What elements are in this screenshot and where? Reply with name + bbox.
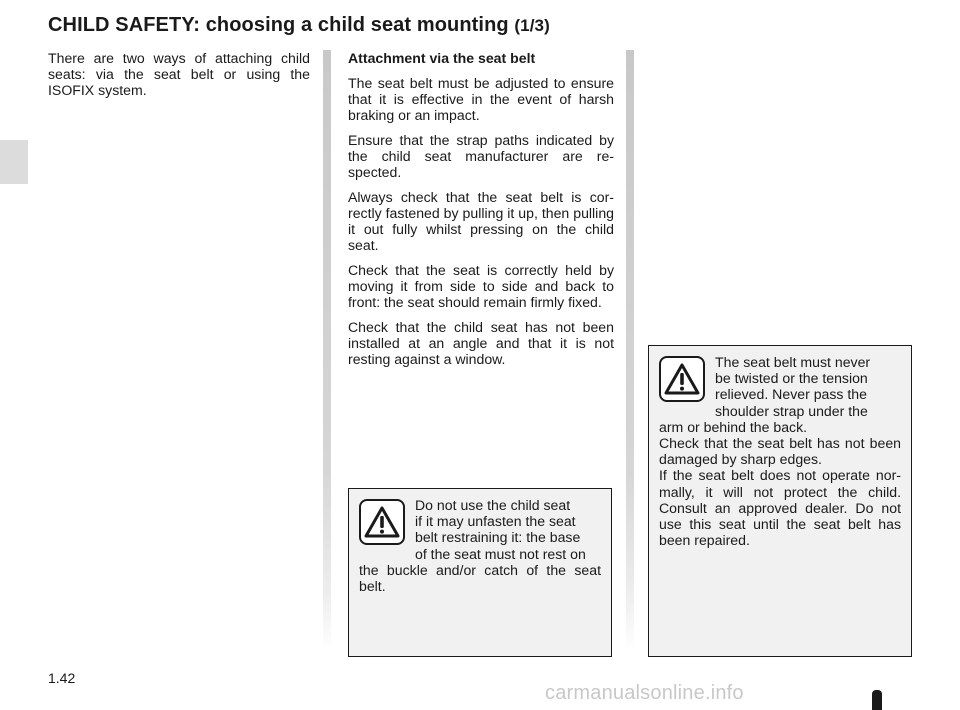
warning-box-seat-belt	[648, 345, 912, 657]
warning-line: shoulder strap under the	[715, 402, 868, 419]
section-tab-marker	[0, 140, 28, 184]
paragraph: Always check that the seat belt is cor- rectly fastened by pulling it up, then pulling it out fully whilst pressing on the child seat.	[348, 189, 614, 253]
warning-line: If the seat belt does not operate nor- mally, it will not protect the child. Consult an approved dealer. Do not use this seat until the seat belt has been repaired.	[659, 467, 901, 549]
page-title-suffix: (1/3)	[514, 16, 550, 35]
warning-line: The seat belt must never	[715, 354, 871, 370]
seat-belt-section	[348, 50, 614, 376]
paragraph: Ensure that the strap paths indicated by the child seat manufacturer are re- spected.	[348, 132, 614, 180]
page-title	[48, 14, 550, 37]
warning-line: relieved. Never pass the	[715, 386, 867, 403]
page-number: 1.42	[48, 670, 76, 686]
section-heading: Attachment via the seat belt	[348, 50, 536, 66]
warning-line: of the seat must not rest on	[415, 545, 586, 562]
page-title-text: CHILD SAFETY: choosing a child seat mounting	[48, 14, 509, 36]
warning-line: arm or behind the back.	[659, 418, 808, 435]
warning-line: if it may unfasten the seat	[415, 513, 576, 530]
warning-line: Do not use the child seat	[415, 497, 571, 513]
paragraph: Check that the child seat has not been installed at an angle and that it is not resting against a window.	[348, 319, 614, 367]
warning-box-child-seat	[348, 488, 612, 657]
warning-line: belt restraining it: the base	[415, 529, 581, 546]
paragraph: Check that the seat is correctly held by moving it from side to side and back to front: the seat should remain firmly fixed.	[348, 262, 614, 310]
warning-line: be twisted or the tension	[715, 370, 868, 387]
intro-paragraph: There are two ways of attaching child seats: via the seat belt or using the ISOFIX system.	[48, 50, 310, 98]
site-watermark: carmanualsonline.info	[545, 682, 744, 704]
corner-mark	[872, 690, 882, 710]
warning-triangle-icon	[359, 499, 405, 545]
warning-triangle-icon	[659, 356, 705, 402]
column-divider-left	[323, 50, 331, 652]
warning-line: Check that the seat belt has not been damaged by sharp edges.	[659, 435, 901, 468]
warning-line: the buckle and/or catch of the seat belt.	[359, 561, 601, 595]
column-divider-right	[626, 50, 634, 652]
paragraph: The seat belt must be adjusted to ensure that it is effective in the event of harsh braking or an impact.	[348, 75, 614, 123]
